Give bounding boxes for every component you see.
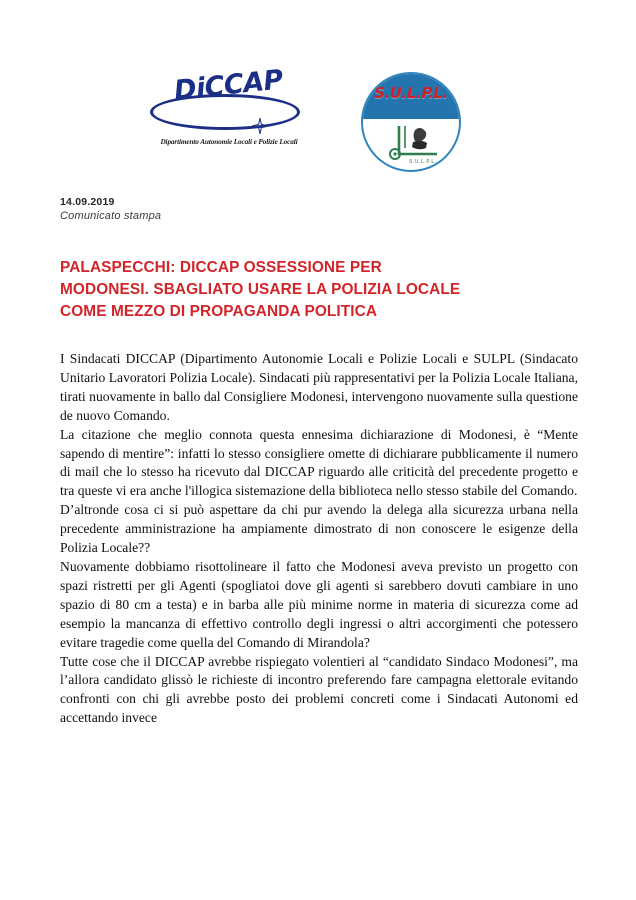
sulpl-circle-icon: [361, 72, 461, 172]
star-icon: [252, 118, 268, 134]
headline-line-3: COME MEZZO DI PROPAGANDA POLITICA: [60, 303, 378, 320]
headline-line-1: PALASPECCHI: DICCAP OSSESSIONE PER: [60, 259, 382, 276]
headline-line-2: MODONESI. SBAGLIATO USARE LA POLIZIA LOCALE: [60, 281, 461, 298]
document-kind: Comunicato stampa: [60, 210, 162, 222]
page-title: [60, 257, 576, 323]
body-paragraph: Nuovamente dobbiamo risottolineare il fatto che Modonesi aveva previsto un progetto con spazi ristretti per gli Agenti (spogliatoi dove gli agenti si sarebbero dovuti cambiare in uno spazio di 80 cm a testa) e in barba alle più minime norme in materia di sicurezza come ad esempio la mancanza di effettivo controllo degli ingressi o altri accorgimenti che potessero evitare tragedie come quella del Comando di Mirandola?: [60, 558, 578, 650]
diccap-wordmark: DiCCAP: [172, 64, 285, 107]
document-date: 14.09.2019: [60, 196, 115, 208]
body-paragraph: I Sindacati DICCAP (Dipartimento Autonomie Locali e Polizie Locali e SULPL (Sindacato Unitario Lavoratori Polizia Locale). Sindacati più rappresentativi per la Polizia Locale Italiana, tirati nuovamente in ballo dal Consigliere Modonesi, intervengono nuovamente sulla questione de nuovo Comando.: [60, 351, 578, 423]
body-paragraph: La citazione che meglio connota questa ennesima dichiarazione di Modonesi, è “Mente sapendo di mentire”: infatti lo stesso consigliere omette di dichiarare pubblicamente il numero di mail che lo stesso ha ricevuto dal DICCAP riguardo alle criticità del precedente progetto e tra queste vi era anche l'illogica sistemazione della biblioteca nello stesso stabile del Comando.: [60, 426, 578, 499]
diccap-logo: [148, 62, 316, 168]
sulpl-emblem-icon: [385, 124, 443, 164]
diccap-subtitle: Dipartimento Autonomie Locali e Polizie Locali: [160, 138, 298, 146]
date-block: [60, 196, 360, 223]
body-paragraph: D’altronde cosa ci si può aspettare da chi pur avendo la delega alla sicurezza urbana nella precedente amministrazione ha ampiamente dimostrato di non conoscere le esigenze della Polizia Locale??: [60, 502, 578, 556]
body-text: [60, 350, 578, 728]
sulpl-logo: [361, 72, 463, 176]
sulpl-wordmark: S.U.L.P.L.: [374, 84, 448, 102]
letterhead-logos: [0, 58, 636, 168]
body-paragraph: Tutte cose che il DICCAP avrebbe rispiegato volentieri al “candidato Sindaco Modonesi”, ma l’allora candidato glissò le richieste di incontro preferendo fare campagna elettorale evitando confronti con chi gli avrebbe posto dei problemi concreti come i Sindacati Autonomi ed accettando invece: [60, 653, 578, 726]
svg-text:S.U.L.P.L.: S.U.L.P.L.: [409, 159, 437, 164]
